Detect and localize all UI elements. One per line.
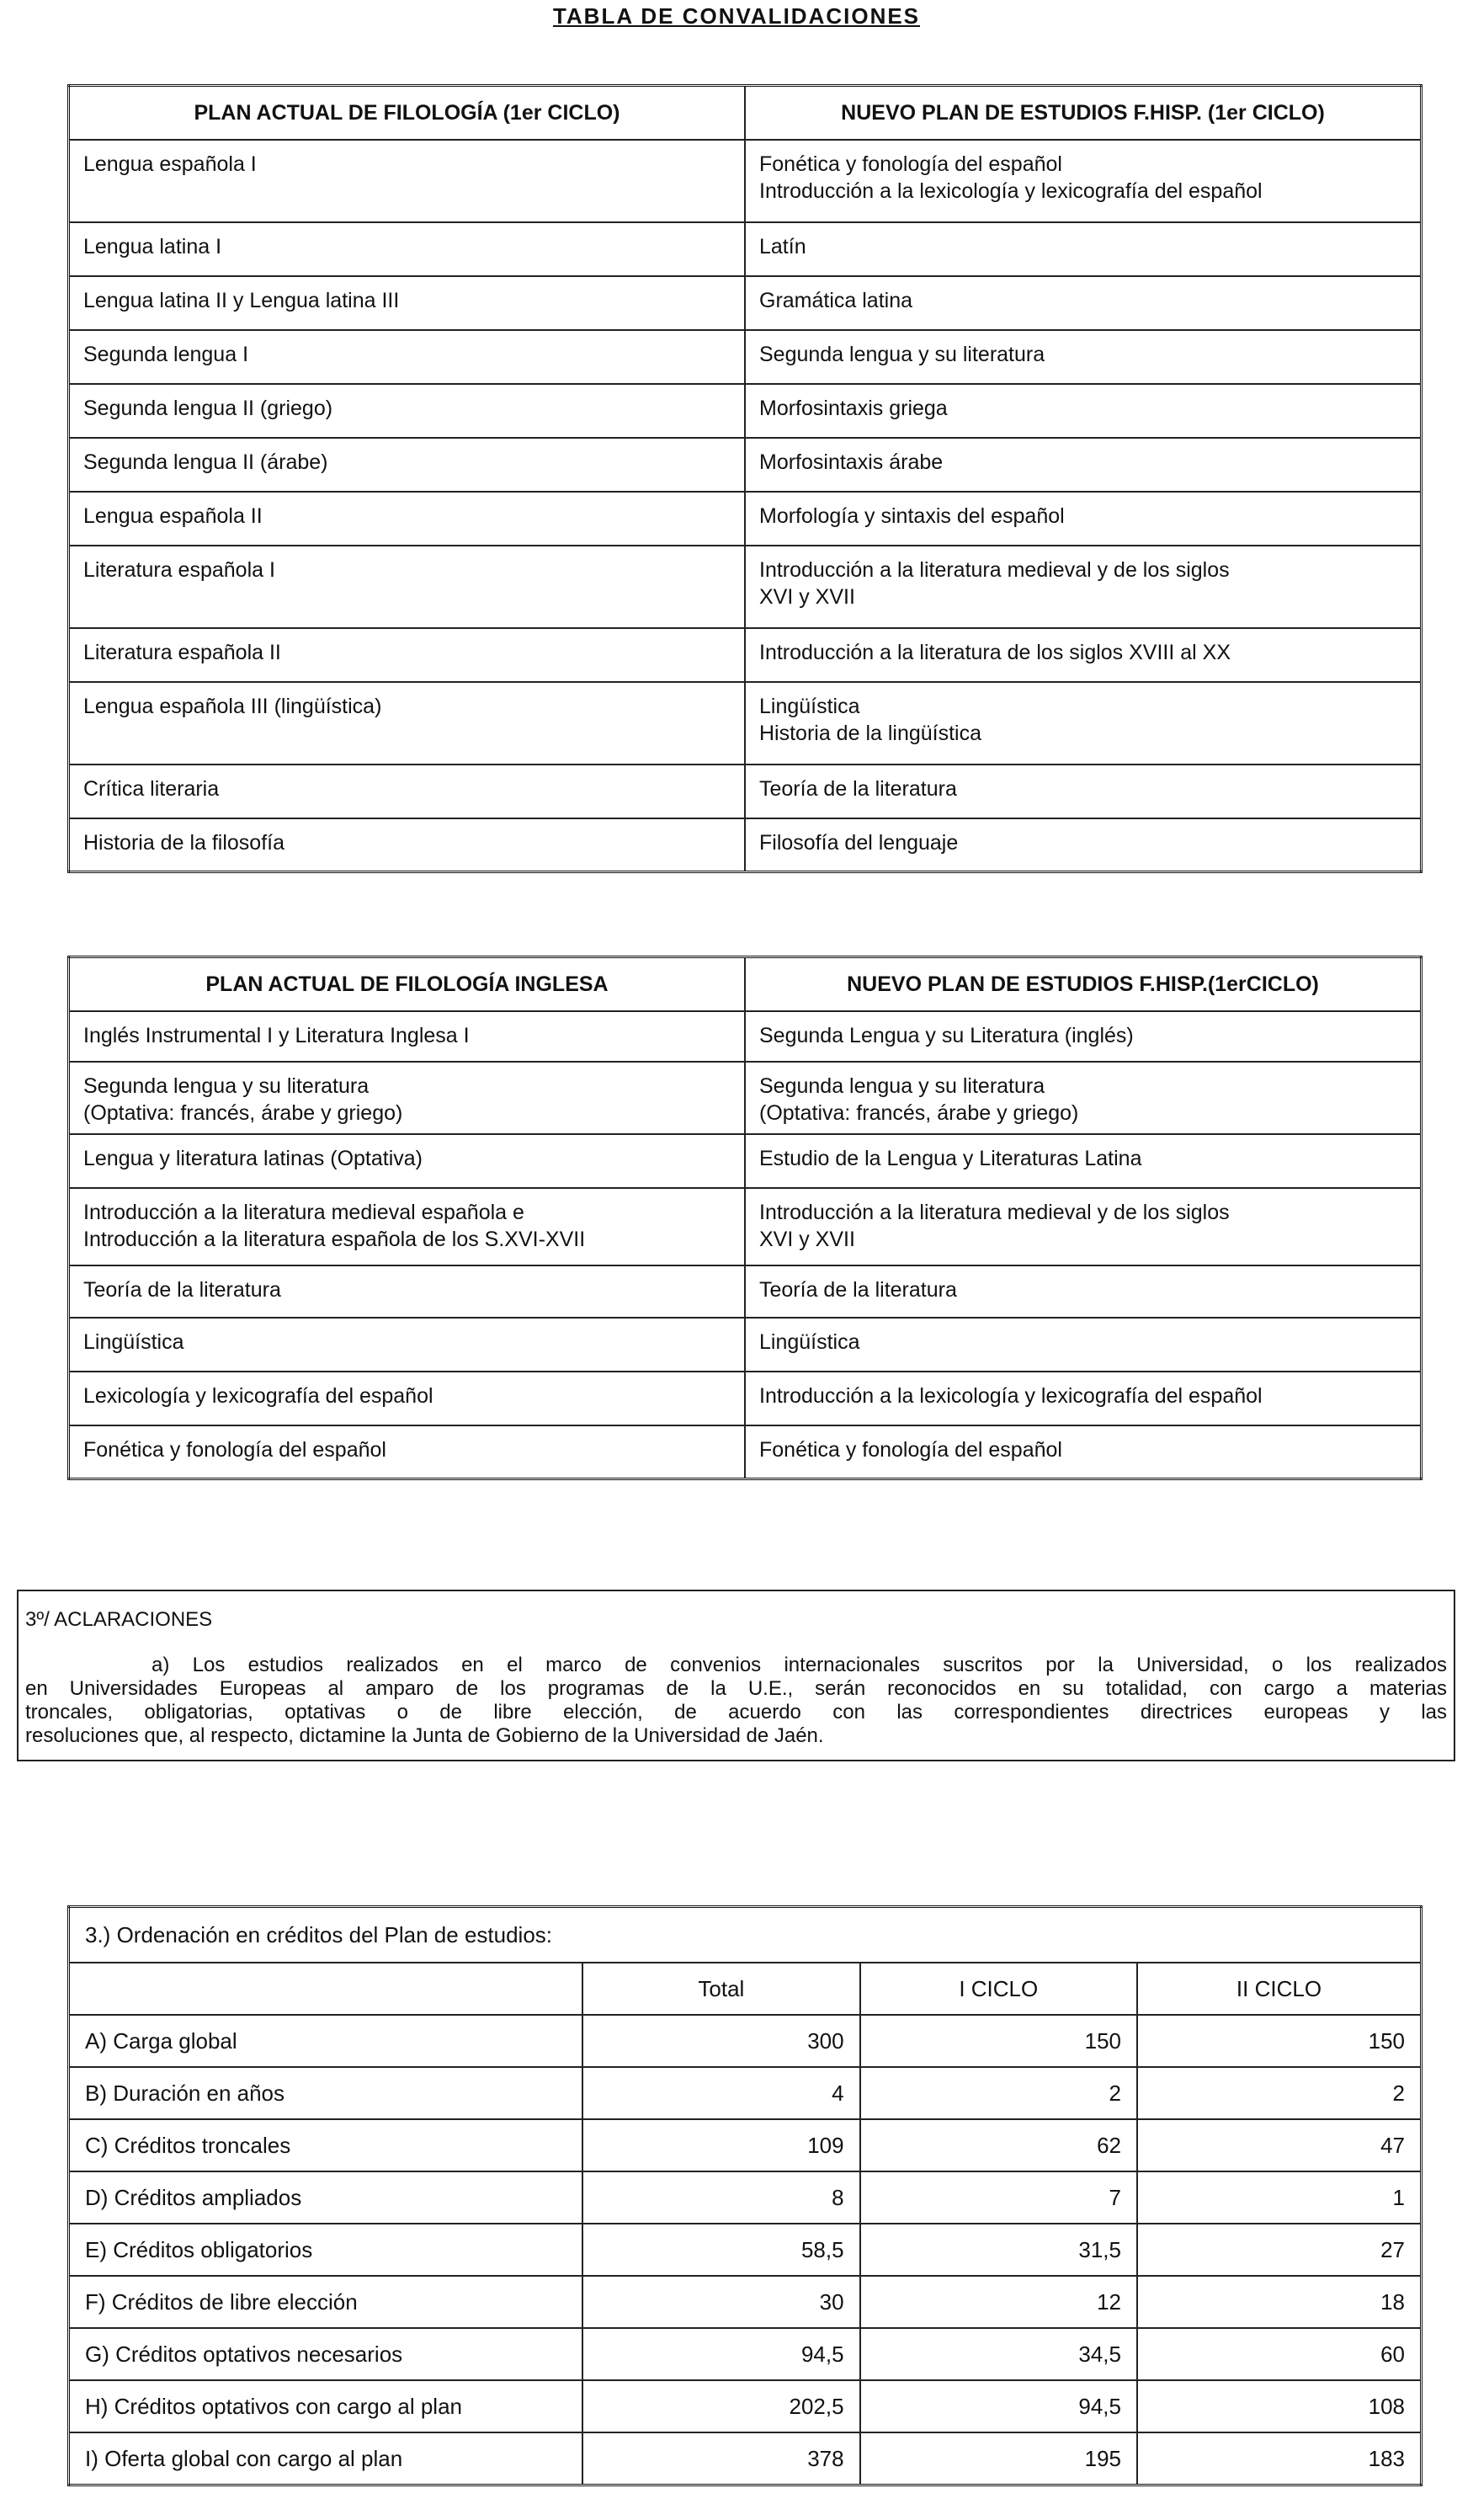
cell-text: XVI y XVII bbox=[759, 584, 855, 609]
table-row bbox=[69, 1372, 1422, 1425]
table-row bbox=[69, 1318, 1422, 1372]
cell-text: Lengua española II bbox=[83, 503, 263, 528]
cell-plan-actual bbox=[69, 384, 746, 438]
creditos-row-label: B) Duración en años bbox=[69, 2067, 583, 2119]
creditos-value: 94,5 bbox=[582, 2328, 859, 2380]
cell-plan-actual bbox=[69, 1265, 746, 1318]
page-title: TABLA DE CONVALIDACIONES bbox=[552, 3, 921, 29]
cell-text: Introducción a la literatura española de los S.XVI-XVII bbox=[83, 1227, 586, 1251]
aclaraciones-line: a) Los estudios realizados en el marco de convenios internacionales suscritos por la Universidad, o los realizados bbox=[152, 1654, 1447, 1676]
cell-text: Segunda lengua y su literatura bbox=[83, 1074, 370, 1098]
cell-nuevo-plan bbox=[745, 628, 1422, 682]
creditos-value: 12 bbox=[860, 2276, 1137, 2328]
cell-nuevo-plan bbox=[745, 276, 1422, 330]
table-row bbox=[69, 2171, 1422, 2224]
creditos-row-label: I) Oferta global con cargo al plan bbox=[69, 2432, 583, 2485]
table-row bbox=[69, 1188, 1422, 1265]
cell-text: Segunda Lengua y su Literatura (inglés) bbox=[759, 1023, 1134, 1047]
header-nuevo-plan: NUEVO PLAN DE ESTUDIOS F.HISP. (1er CICLO) bbox=[745, 86, 1422, 140]
table-row bbox=[69, 276, 1422, 330]
cell-plan-actual bbox=[69, 1318, 746, 1372]
cell-nuevo-plan bbox=[745, 682, 1422, 765]
cell-plan-actual bbox=[69, 492, 746, 546]
cell-plan-actual bbox=[69, 818, 746, 872]
cell-text: Segunda lengua I bbox=[83, 342, 249, 366]
cell-text: Morfosintaxis griega bbox=[759, 396, 948, 420]
table-row bbox=[69, 2432, 1422, 2485]
cell-nuevo-plan bbox=[745, 818, 1422, 872]
cell-plan-actual bbox=[69, 765, 746, 818]
table-row bbox=[69, 222, 1422, 276]
cell-nuevo-plan bbox=[745, 384, 1422, 438]
aclaraciones-line: resoluciones que, al respecto, dictamine la Junta de Gobierno de la Universidad de Jaén. bbox=[25, 1724, 824, 1747]
cell-nuevo-plan bbox=[745, 1188, 1422, 1265]
table-row bbox=[69, 1062, 1422, 1134]
cell-nuevo-plan bbox=[745, 546, 1422, 628]
cell-text: Segunda lengua II (griego) bbox=[83, 396, 333, 420]
creditos-value: 378 bbox=[582, 2432, 859, 2485]
cell-text: Introducción a la lexicología y lexicografía del español bbox=[759, 178, 1263, 203]
cell-nuevo-plan bbox=[745, 1134, 1422, 1188]
table-row bbox=[69, 384, 1422, 438]
cell-text: Historia de la filosofía bbox=[83, 830, 285, 855]
cell-plan-actual bbox=[69, 682, 746, 765]
cell-nuevo-plan bbox=[745, 438, 1422, 492]
creditos-table bbox=[67, 1905, 1422, 2486]
creditos-value: 34,5 bbox=[860, 2328, 1137, 2380]
cell-plan-actual bbox=[69, 222, 746, 276]
cell-text: Introducción a la literatura medieval y de los siglos bbox=[759, 1200, 1230, 1224]
cell-nuevo-plan bbox=[745, 1265, 1422, 1318]
cell-nuevo-plan bbox=[745, 222, 1422, 276]
cell-nuevo-plan bbox=[745, 1011, 1422, 1062]
table-row bbox=[69, 330, 1422, 384]
table-row bbox=[69, 2224, 1422, 2276]
table-row bbox=[69, 765, 1422, 818]
table-row bbox=[69, 140, 1422, 222]
cell-text: Estudio de la Lengua y Literaturas Latina bbox=[759, 1146, 1142, 1170]
cell-text: Teoría de la literatura bbox=[759, 1277, 957, 1302]
header-nuevo-plan-inglesa: NUEVO PLAN DE ESTUDIOS F.HISP.(1erCICLO) bbox=[745, 957, 1422, 1011]
cell-text: Historia de la lingüística bbox=[759, 721, 982, 745]
cell-text: Morfosintaxis árabe bbox=[759, 450, 944, 474]
cell-plan-actual bbox=[69, 438, 746, 492]
creditos-value: 31,5 bbox=[860, 2224, 1137, 2276]
creditos-value: 27 bbox=[1137, 2224, 1422, 2276]
cell-text: Lexicología y lexicografía del español bbox=[83, 1383, 433, 1408]
creditos-value: 58,5 bbox=[582, 2224, 859, 2276]
cell-nuevo-plan bbox=[745, 1062, 1422, 1134]
cell-text: Crítica literaria bbox=[83, 776, 220, 801]
creditos-value: 202,5 bbox=[582, 2380, 859, 2432]
cell-text: Lengua y literatura latinas (Optativa) bbox=[83, 1146, 423, 1170]
cell-nuevo-plan bbox=[745, 140, 1422, 222]
cell-plan-actual bbox=[69, 1372, 746, 1425]
table-row bbox=[69, 1265, 1422, 1318]
table-row bbox=[69, 546, 1422, 628]
cell-text: Introducción a la literatura de los siglos XVIII al XX bbox=[759, 640, 1231, 664]
creditos-row-label: C) Créditos troncales bbox=[69, 2119, 583, 2171]
table-row bbox=[69, 2119, 1422, 2171]
creditos-value: 18 bbox=[1137, 2276, 1422, 2328]
creditos-row-label: H) Créditos optativos con cargo al plan bbox=[69, 2380, 583, 2432]
cell-text: Introducción a la lexicología y lexicografía del español bbox=[759, 1383, 1263, 1408]
cell-text: Segunda lengua II (árabe) bbox=[83, 450, 328, 474]
table-row bbox=[69, 2380, 1422, 2432]
cell-plan-actual bbox=[69, 330, 746, 384]
creditos-row-label: E) Créditos obligatorios bbox=[69, 2224, 583, 2276]
cell-text: (Optativa: francés, árabe y griego) bbox=[759, 1100, 1079, 1125]
table-row bbox=[69, 2015, 1422, 2067]
convalidation-table-inglesa bbox=[67, 956, 1422, 1480]
creditos-value: 7 bbox=[860, 2171, 1137, 2224]
cell-plan-actual bbox=[69, 276, 746, 330]
creditos-value: 150 bbox=[860, 2015, 1137, 2067]
aclaraciones-line: en Universidades Europeas al amparo de los programas de la U.E., serán reconocidos en su totalidad, con cargo a materias bbox=[25, 1677, 1447, 1700]
table-row bbox=[69, 628, 1422, 682]
creditos-value: 60 bbox=[1137, 2328, 1422, 2380]
cell-nuevo-plan bbox=[745, 1372, 1422, 1425]
cell-text: Segunda lengua y su literatura bbox=[759, 342, 1045, 366]
cell-nuevo-plan bbox=[745, 330, 1422, 384]
cell-text: Filosofía del lenguaje bbox=[759, 830, 959, 855]
cell-text: Segunda lengua y su literatura bbox=[759, 1074, 1045, 1098]
creditos-value: 108 bbox=[1137, 2380, 1422, 2432]
cell-text: Morfología y sintaxis del español bbox=[759, 503, 1065, 528]
creditos-value: 1 bbox=[1137, 2171, 1422, 2224]
cell-text: Lengua española III (lingüística) bbox=[83, 694, 382, 718]
cell-nuevo-plan bbox=[745, 765, 1422, 818]
cell-text: Literatura española I bbox=[83, 557, 275, 582]
cell-text: Introducción a la literatura medieval y de los siglos bbox=[759, 557, 1230, 582]
table-row bbox=[69, 2067, 1422, 2119]
creditos-title: 3.) Ordenación en créditos del Plan de estudios: bbox=[69, 1907, 1422, 1963]
cell-text: Teoría de la literatura bbox=[759, 776, 957, 801]
cell-text: Gramática latina bbox=[759, 288, 913, 312]
cell-text: Lingüística bbox=[759, 694, 860, 718]
cell-nuevo-plan bbox=[745, 1425, 1422, 1479]
cell-plan-actual bbox=[69, 1011, 746, 1062]
table-row bbox=[69, 818, 1422, 872]
cell-plan-actual bbox=[69, 1425, 746, 1479]
cell-text: Lengua latina I bbox=[83, 234, 222, 258]
creditos-value: 94,5 bbox=[860, 2380, 1137, 2432]
creditos-value: 47 bbox=[1137, 2119, 1422, 2171]
convalidation-table-filologia bbox=[67, 84, 1422, 873]
cell-plan-actual bbox=[69, 1188, 746, 1265]
table-row bbox=[69, 2328, 1422, 2380]
header-plan-actual-inglesa: PLAN ACTUAL DE FILOLOGÍA INGLESA bbox=[69, 957, 746, 1011]
table-row bbox=[69, 682, 1422, 765]
cell-plan-actual bbox=[69, 546, 746, 628]
cell-plan-actual bbox=[69, 1062, 746, 1134]
creditos-value: 195 bbox=[860, 2432, 1137, 2485]
creditos-value: 183 bbox=[1137, 2432, 1422, 2485]
creditos-value: 2 bbox=[1137, 2067, 1422, 2119]
creditos-value: 8 bbox=[582, 2171, 859, 2224]
table-row bbox=[69, 1011, 1422, 1062]
aclaraciones-text bbox=[25, 1654, 1447, 1748]
table-row bbox=[69, 438, 1422, 492]
creditos-value: 4 bbox=[582, 2067, 859, 2119]
cell-text: Fonética y fonología del español bbox=[759, 1437, 1062, 1462]
creditos-value: 150 bbox=[1137, 2015, 1422, 2067]
creditos-header-blank bbox=[69, 1963, 583, 2015]
creditos-row-label: F) Créditos de libre elección bbox=[69, 2276, 583, 2328]
creditos-header-ciclo2: II CICLO bbox=[1137, 1963, 1422, 2015]
cell-plan-actual bbox=[69, 1134, 746, 1188]
cell-text: Literatura española II bbox=[83, 640, 281, 664]
creditos-value: 30 bbox=[582, 2276, 859, 2328]
cell-text: Teoría de la literatura bbox=[83, 1277, 281, 1302]
aclaraciones-box bbox=[17, 1590, 1455, 1761]
cell-nuevo-plan bbox=[745, 1318, 1422, 1372]
cell-text: Lengua latina II y Lengua latina III bbox=[83, 288, 400, 312]
creditos-value: 300 bbox=[582, 2015, 859, 2067]
cell-text: Inglés Instrumental I y Literatura Inglesa I bbox=[83, 1023, 470, 1047]
creditos-row-label: D) Créditos ampliados bbox=[69, 2171, 583, 2224]
creditos-header-total: Total bbox=[582, 1963, 859, 2015]
table-row bbox=[69, 1425, 1422, 1479]
table-row bbox=[69, 492, 1422, 546]
cell-text: (Optativa: francés, árabe y griego) bbox=[83, 1100, 403, 1125]
header-plan-actual: PLAN ACTUAL DE FILOLOGÍA (1er CICLO) bbox=[69, 86, 746, 140]
cell-text: Lengua española I bbox=[83, 152, 257, 176]
cell-plan-actual bbox=[69, 628, 746, 682]
table-row bbox=[69, 1134, 1422, 1188]
cell-text: Latín bbox=[759, 234, 806, 258]
cell-text: Fonética y fonología del español bbox=[759, 152, 1062, 176]
creditos-value: 2 bbox=[860, 2067, 1137, 2119]
aclaraciones-line: troncales, obligatorias, optativas o de libre elección, de acuerdo con las correspondientes directrices europeas y las bbox=[25, 1701, 1447, 1724]
creditos-row-label: A) Carga global bbox=[69, 2015, 583, 2067]
cell-text: Lingüística bbox=[759, 1329, 860, 1354]
cell-plan-actual bbox=[69, 140, 746, 222]
cell-text: XVI y XVII bbox=[759, 1227, 855, 1251]
cell-text: Introducción a la literatura medieval española e bbox=[83, 1200, 524, 1224]
creditos-value: 109 bbox=[582, 2119, 859, 2171]
cell-text: Fonética y fonología del español bbox=[83, 1437, 386, 1462]
table-row bbox=[69, 2276, 1422, 2328]
cell-text: Lingüística bbox=[83, 1329, 184, 1354]
creditos-value: 62 bbox=[860, 2119, 1137, 2171]
creditos-row-label: G) Créditos optativos necesarios bbox=[69, 2328, 583, 2380]
aclaraciones-heading: 3º/ ACLARACIONES bbox=[25, 1608, 213, 1631]
creditos-header-ciclo1: I CICLO bbox=[860, 1963, 1137, 2015]
cell-nuevo-plan bbox=[745, 492, 1422, 546]
